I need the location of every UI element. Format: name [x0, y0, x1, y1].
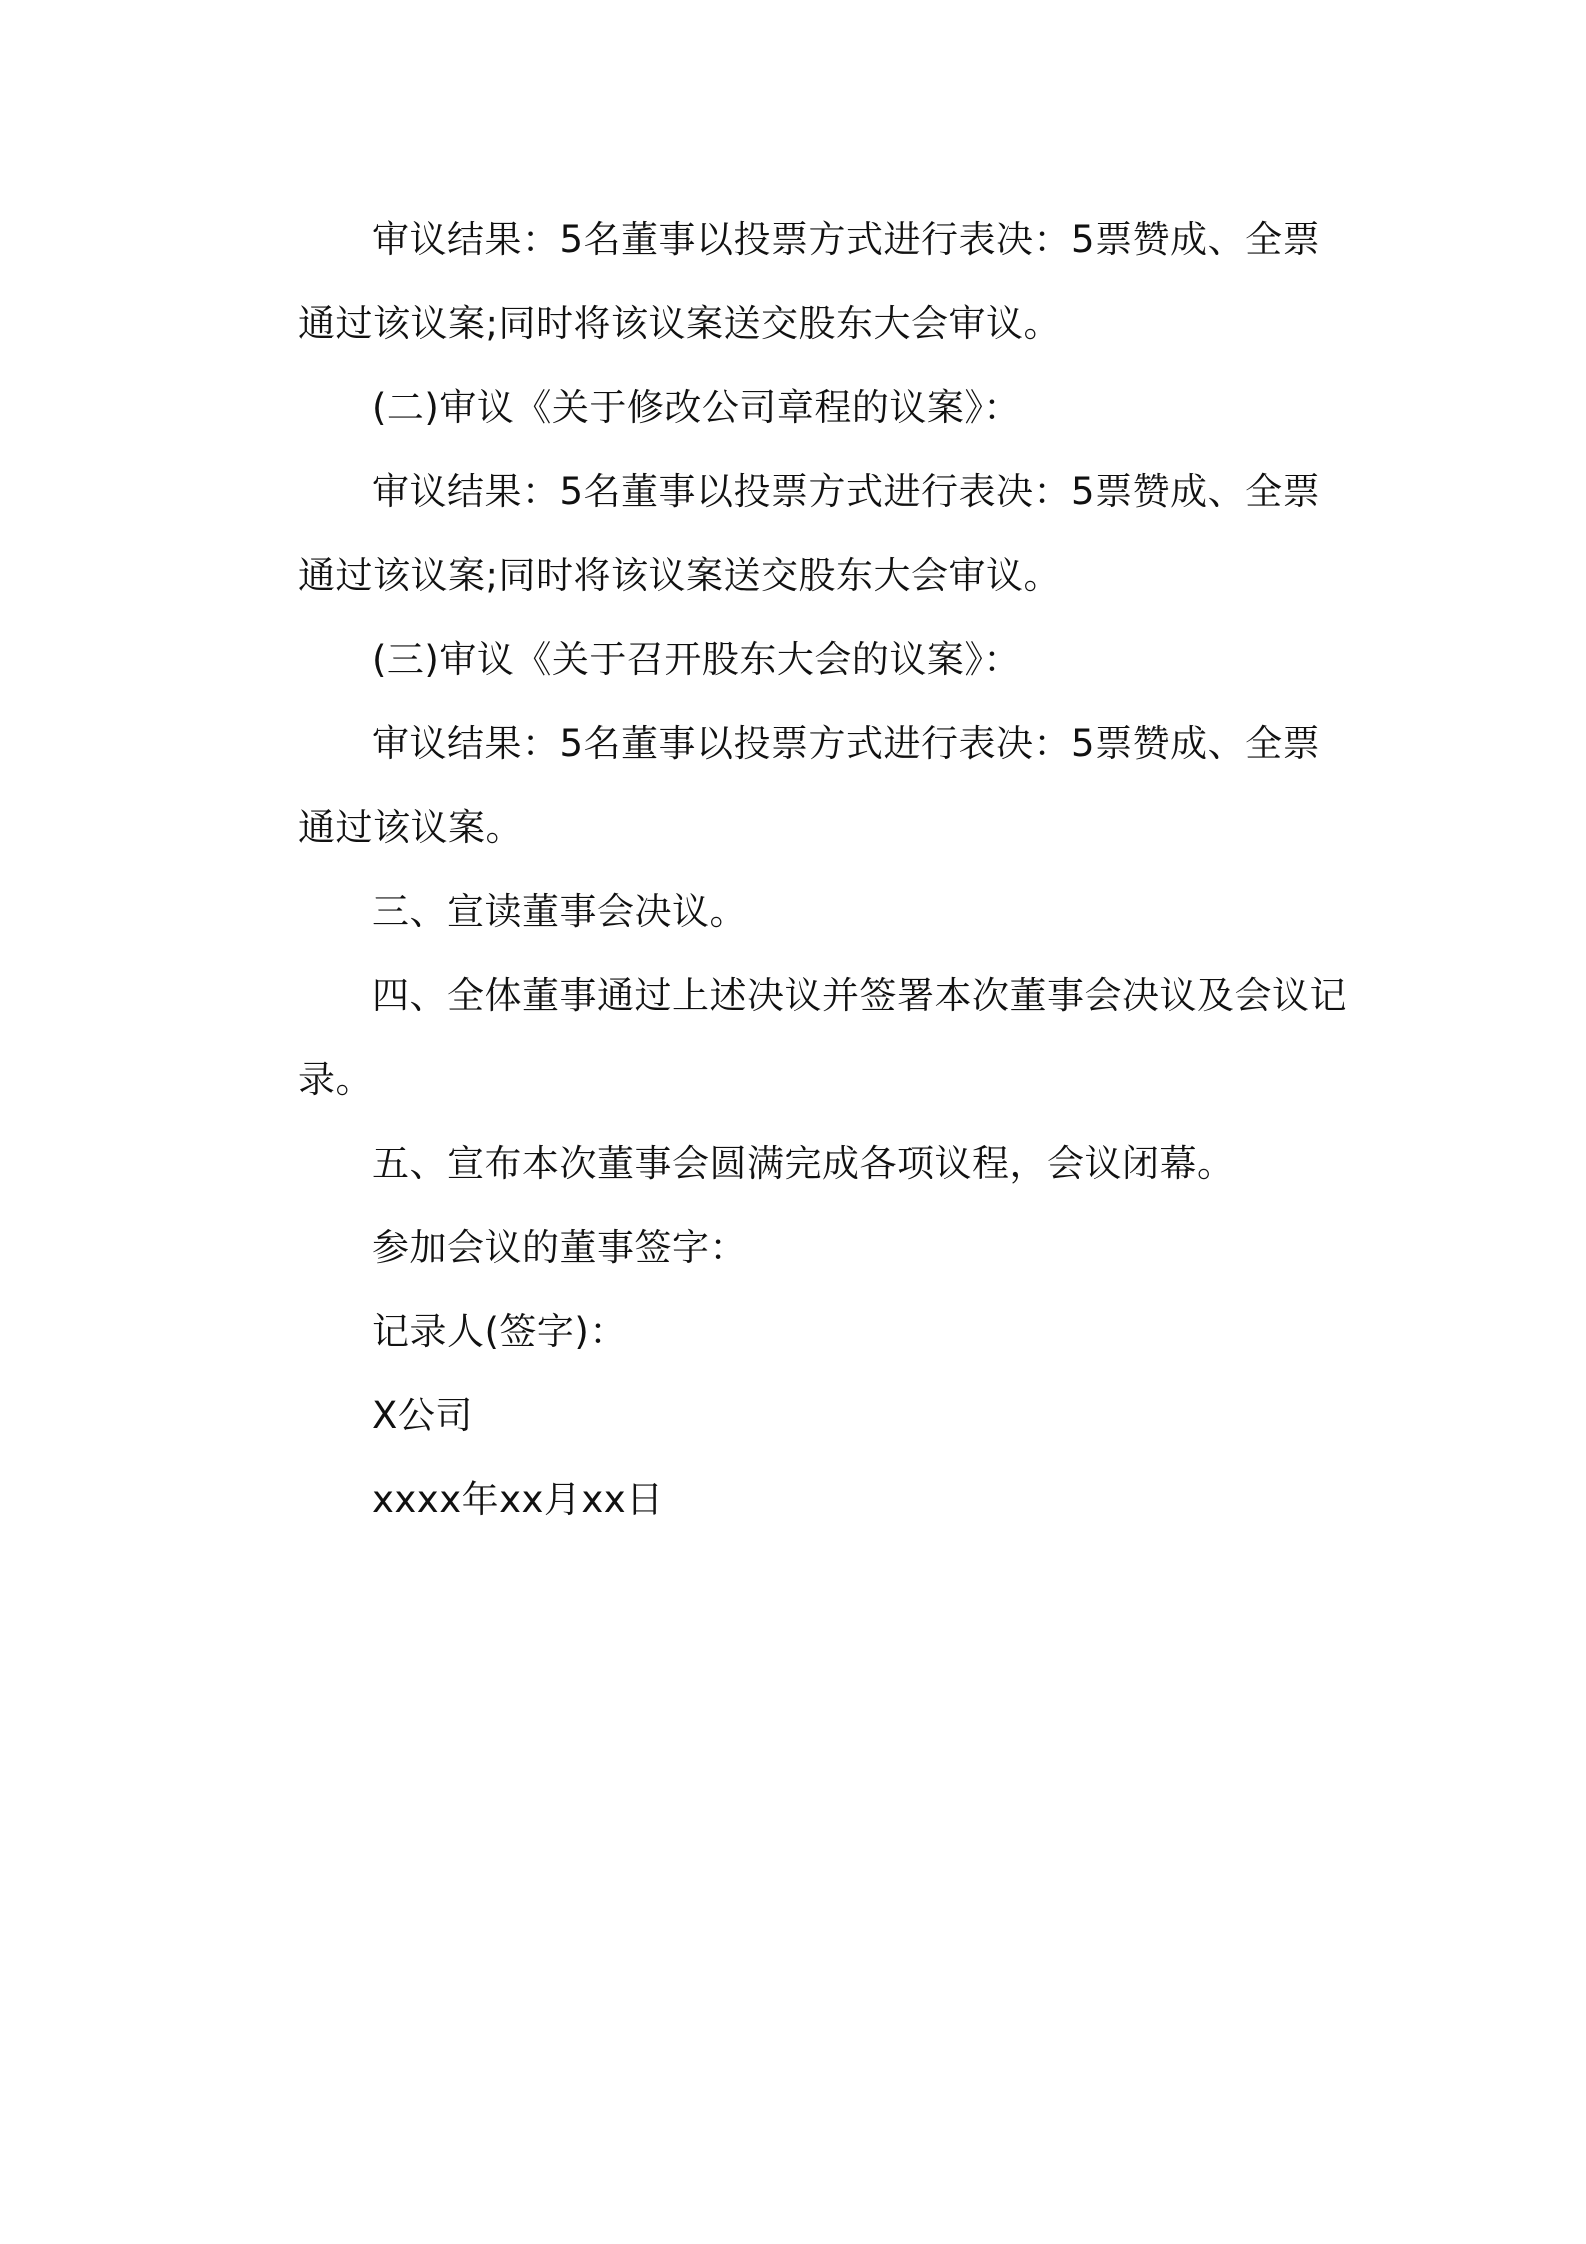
paragraph-result-3: 审议结果：5名董事以投票方式进行表决：5票赞成、全票通过该议案。	[298, 722, 1321, 849]
paragraph-item-2-heading: (二)审议《关于修改公司章程的议案》：	[372, 386, 1021, 429]
document-body	[298, 198, 1350, 1542]
document-date: xxxx年xx月xx日	[372, 1478, 664, 1521]
paragraph-section-3: 三、宣读董事会决议。	[372, 890, 747, 933]
paragraph-section-4: 四、全体董事通过上述决议并签署本次董事会决议及会议记录。	[298, 974, 1347, 1101]
paragraph-section-5: 五、宣布本次董事会圆满完成各项议程，会议闭幕。	[372, 1142, 1235, 1185]
signature-directors: 参加会议的董事签字：	[372, 1226, 747, 1269]
company-name: X公司	[372, 1394, 473, 1437]
paragraph-item-3-heading: (三)审议《关于召开股东大会的议案》：	[372, 638, 1021, 681]
signature-recorder: 记录人(签字)：	[372, 1310, 627, 1353]
paragraph-result-1: 审议结果：5名董事以投票方式进行表决：5票赞成、全票通过该议案;同时将该议案送交股东大会审议。	[298, 218, 1321, 345]
paragraph-result-2: 审议结果：5名董事以投票方式进行表决：5票赞成、全票通过该议案;同时将该议案送交股东大会审议。	[298, 470, 1321, 597]
